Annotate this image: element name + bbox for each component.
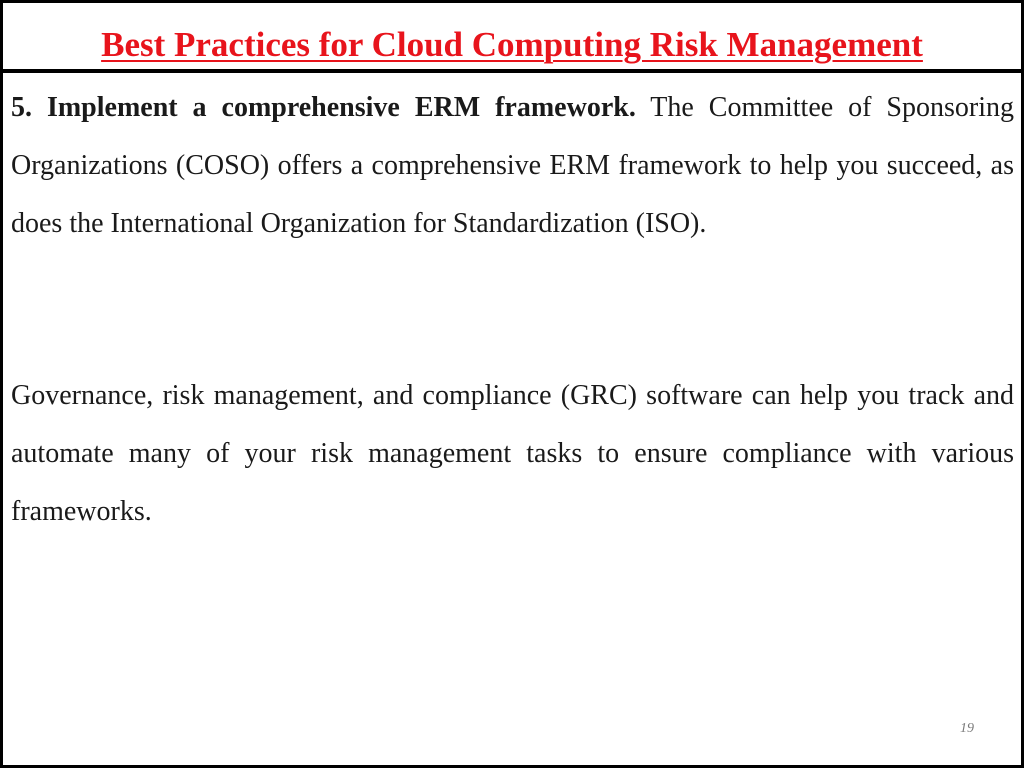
paragraph-text: The Committee of Sponsoring Organizations (COSO) offers a comprehensive ERM framework to help you succeed, as does the International Organization for Standardization (ISO). — [11, 92, 1015, 239]
paragraph-text: Governance, risk management, and compliance (GRC) software can help you track and automate many of your risk management tasks to ensure compliance with various frameworks. — [11, 380, 1014, 527]
paragraph-lead: 5. Implement a comprehensive ERM framework. — [11, 92, 636, 123]
paragraph-grc-software — [11, 367, 1014, 541]
slide-title: Best Practices for Cloud Computing Risk Management — [101, 25, 923, 64]
title-bar — [3, 3, 1021, 73]
paragraph-erm-framework — [11, 79, 1014, 253]
page-number: 19 — [960, 721, 974, 736]
